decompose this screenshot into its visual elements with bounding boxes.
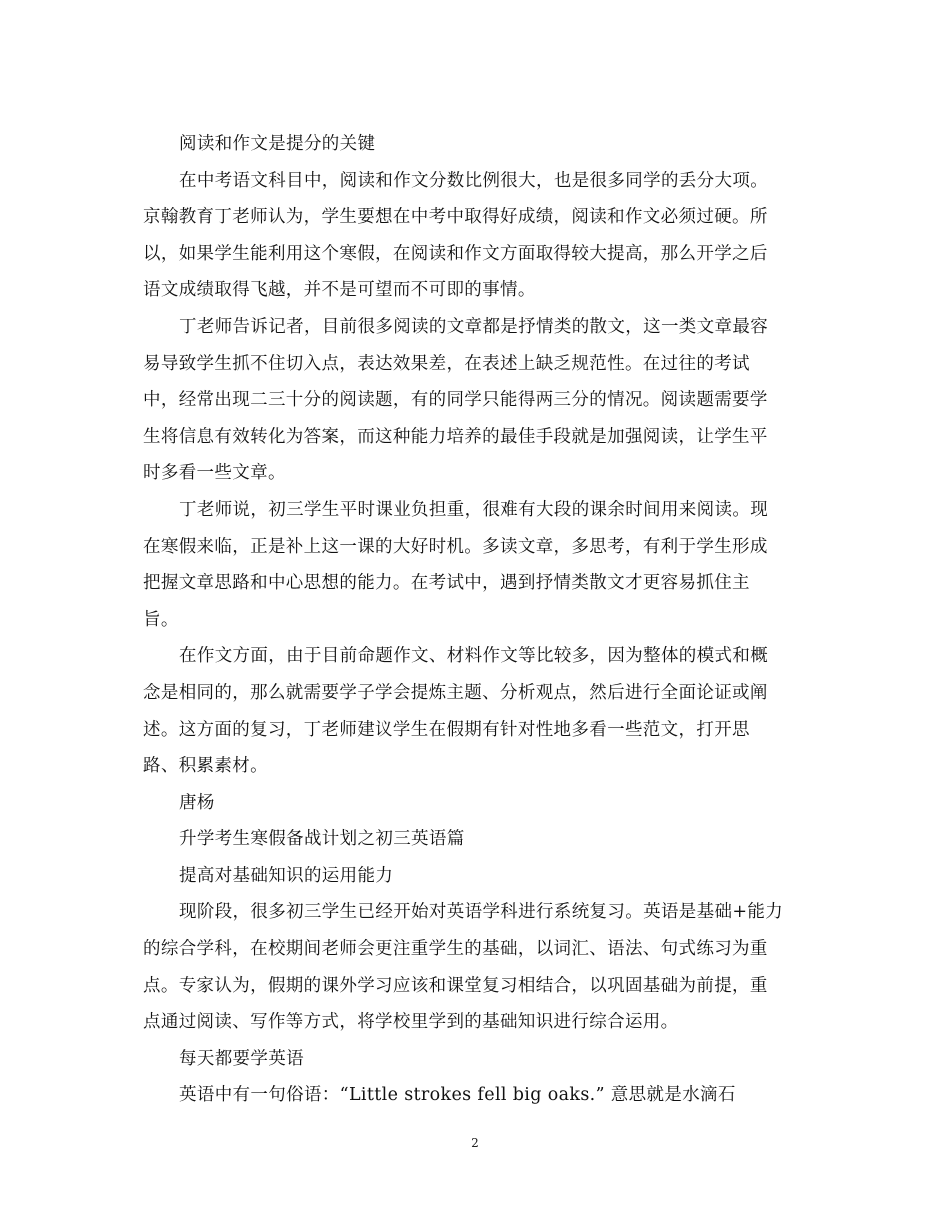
page-body (143, 126, 803, 1114)
paragraph-line: 点。专家认为，假期的课外学习应该和课堂复习相结合，以巩固基础为前提，重 (143, 975, 768, 996)
section-heading: 每天都要学英语 (179, 1048, 304, 1069)
paragraph-line: 在作文方面，由于目前命题作文、材料作文等比较多，因为整体的模式和概 (179, 646, 769, 667)
paragraph-line: 丁老师说，初三学生平时课业负担重，很难有大段的课余时间用来阅读。现 (179, 499, 769, 520)
paragraph-line: 述。这方面的复习，丁老师建议学生在假期有针对性地多看一些范文，打开思 (143, 719, 750, 740)
section-title: 升学考生寒假备战计划之初三英语篇 (179, 829, 465, 850)
paragraph-line: 把握文章思路和中心思想的能力。在考试中，遇到抒情类散文才更容易抓住主 (143, 573, 750, 594)
paragraph-line: 路、积累素材。 (143, 756, 268, 777)
paragraph-line: 生将信息有效转化为答案，而这种能力培养的最佳手段就是加强阅读，让学生平 (143, 426, 768, 447)
paragraph-line: 语文成绩取得飞越，并不是可望而不可即的事情。 (143, 280, 536, 301)
paragraph-line: 在寒假来临，正是补上这一课的大好时机。多读文章，多思考，有利于学生形成 (143, 536, 768, 557)
paragraph-line: 易导致学生抓不住切入点，表达效果差，在表述上缺乏规范性。在过往的考试 (143, 353, 750, 374)
paragraph-line: 在中考语文科目中，阅读和作文分数比例很大，也是很多同学的丢分大项。 (179, 170, 769, 191)
section-heading: 阅读和作文是提分的关键 (179, 134, 376, 154)
paragraph-line: 丁老师告诉记者，目前很多阅读的文章都是抒情类的散文，这一类文章最容 (179, 316, 769, 337)
author-line: 唐杨 (179, 792, 215, 813)
paragraph-line: 念是相同的，那么就需要学子学会提炼主题、分析观点，然后进行全面论证或阐 (143, 682, 768, 703)
paragraph-line: 以，如果学生能利用这个寒假，在阅读和作文方面取得较大提高，那么开学之后 (143, 243, 768, 264)
section-heading: 提高对基础知识的运用能力 (179, 865, 394, 886)
paragraph-line: 现阶段，很多初三学生已经开始对英语学科进行系统复习。英语是基础+能力 (179, 902, 784, 923)
paragraph-line: 点通过阅读、写作等方式，将学校里学到的基础知识进行综合运用。 (143, 1012, 679, 1033)
paragraph-line: 京翰教育丁老师认为，学生要想在中考中取得好成绩，阅读和作文必须过硬。所 (143, 207, 768, 228)
paragraph-line: 中，经常出现二三十分的阅读题，有的同学只能得两三分的情况。阅读题需要学 (143, 390, 768, 411)
paragraph-line: 时多看一些文章。 (143, 463, 286, 484)
paragraph-line: 英语中有一句俗语：“Little strokes fell big oaks.” 意思就是水滴石 (179, 1085, 736, 1106)
paragraph-line: 旨。 (143, 609, 179, 630)
page-number: 2 (471, 1136, 479, 1150)
paragraph-line: 的综合学科，在校期间老师会更注重学生的基础，以词汇、语法、句式练习为重 (143, 939, 768, 960)
